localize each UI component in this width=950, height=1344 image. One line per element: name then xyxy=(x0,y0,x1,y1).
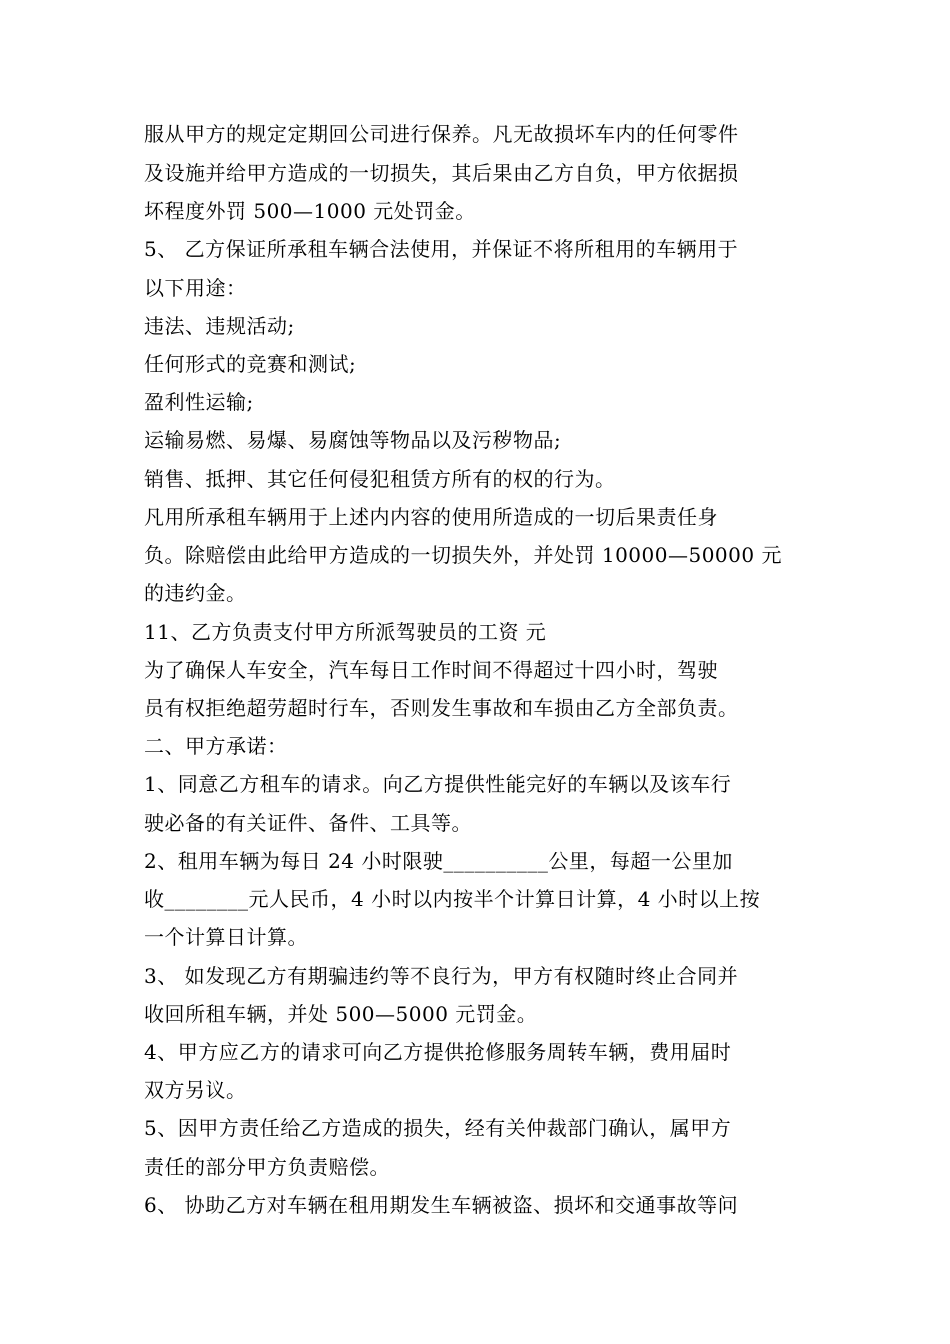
text-line: 5、 乙方保证所承租车辆合法使用，并保证不将所租用的车辆用于 xyxy=(144,237,739,261)
text-line: 责任的部分甲方负责赔偿。 xyxy=(144,1155,390,1179)
text-line: 的违约金。 xyxy=(144,581,247,605)
text-line: 凡用所承租车辆用于上述内内容的使用所造成的一切后果责任身 xyxy=(144,505,718,529)
text-line: 5、因甲方责任给乙方造成的损失，经有关仲裁部门确认，属甲方 xyxy=(144,1116,732,1140)
text-line: 4、甲方应乙方的请求可向乙方提供抢修服务周转车辆，费用届时 xyxy=(144,1040,732,1064)
text-line: 任何形式的竞赛和测试; xyxy=(144,352,357,376)
text-line: 一个计算日计算。 xyxy=(144,925,308,949)
text-line: 坏程度外罚 500—1000 元处罚金。 xyxy=(144,199,476,223)
text-line: 违法、违规活动; xyxy=(144,314,295,338)
text-line: 运输易燃、易爆、易腐蚀等物品以及污秽物品; xyxy=(144,428,562,452)
text-line: 及设施并给甲方造成的一切损失，其后果由乙方自负，甲方依据损 xyxy=(144,161,739,185)
text-line: 3、 如发现乙方有期骗违约等不良行为，甲方有权随时终止合同并 xyxy=(144,964,739,988)
text-line: 11、乙方负责支付甲方所派驾驶员的工资 元 xyxy=(144,620,547,644)
text-line: 服从甲方的规定定期回公司进行保养。凡无故损坏车内的任何零件 xyxy=(144,122,739,146)
text-line: 收________元人民币，4 小时以内按半个计算日计算，4 小时以上按 xyxy=(144,887,761,911)
text-line: 1、同意乙方租车的请求。向乙方提供性能完好的车辆以及该车行 xyxy=(144,772,732,796)
text-line: 员有权拒绝超劳超时行车，否则发生事故和车损由乙方全部负责。 xyxy=(144,696,739,720)
text-line: 负。除赔偿由此给甲方造成的一切损失外，并处罚 10000—50000 元 xyxy=(144,543,782,567)
text-line: 驶必备的有关证件、备件、工具等。 xyxy=(144,811,472,835)
text-line: 二、甲方承诺： xyxy=(144,734,288,758)
text-line: 6、 协助乙方对车辆在租用期发生车辆被盗、损坏和交通事故等问 xyxy=(144,1193,739,1217)
text-line: 2、租用车辆为每日 24 小时限驶__________公里，每超一公里加 xyxy=(144,849,733,873)
text-line: 盈利性运输; xyxy=(144,390,254,414)
text-line: 销售、抵押、其它任何侵犯租赁方所有的权的行为。 xyxy=(144,467,616,491)
text-line: 收回所租车辆，并处 500—5000 元罚金。 xyxy=(144,1002,538,1026)
text-line: 以下用途： xyxy=(144,276,247,300)
text-line: 双方另议。 xyxy=(144,1078,247,1102)
text-line: 为了确保人车安全，汽车每日工作时间不得超过十四小时，驾驶 xyxy=(144,658,718,682)
